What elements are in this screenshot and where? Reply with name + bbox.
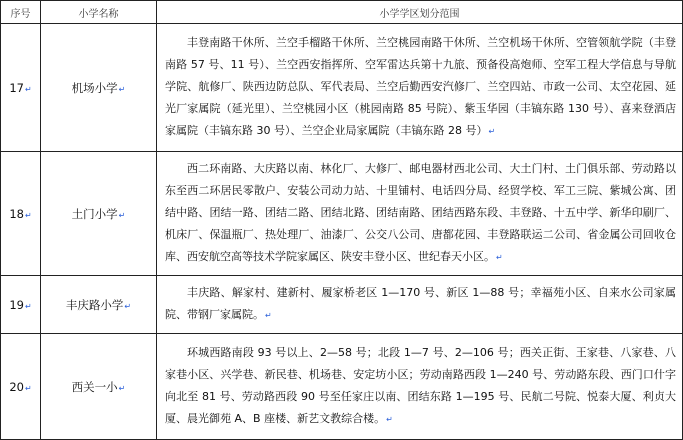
paragraph-mark-icon: ↵: [496, 253, 503, 262]
header-seq: 序号: [1, 1, 41, 24]
paragraph-mark-icon: ↵: [24, 210, 32, 220]
district-range: 环城西路南段 93 号以上、2—58 号；北段 1—7 号、2—106 号；西关正街、王家巷、八家巷、八家巷小区、兴学巷、新民巷、机场巷、安定坊小区；劳动南路西段 1—240 号、劳动路东段、西门口什字向北至 81 号、劳动路西段 90 号至任家庄以南、团结东路 1—195 号、民航二号院、悦泰大厦、利贞大厦、晨光御苑 A、B 座楼、新艺文教综合楼。: [165, 346, 676, 425]
district-range: 西二环南路、大庆路以南、林化厂、大修厂、邮电器材西北公司、大土门村、土门俱乐部、劳动路以东至西二环居民零散户、安装公司动力站、十里铺村、电话四分局、经贸学校、军工三院、紫城公寓、团结中路、团结一路、团结二路、团结北路、团结南路、团结西路东段、丰登路、十五中学、新华印刷厂、机床厂、保温瓶厂、热处理厂、油漆厂、公交八公司、唐都花园、丰登路联运二公司、省金属公司回收仓库、西安航空高等技术学院家属区、陕安丰登小区、世纪春天小区。: [165, 162, 676, 263]
paragraph-mark-icon: ↵: [118, 210, 126, 220]
district-range: 丰登南路干休所、兰空手榴路干休所、兰空桃园南路干休所、兰空机场干休所、空管领航学院（丰登南路 57 号、11 号）、兰空西安指挥所、空军雷达兵第十九旅、预备役高炮师、空军工程大学信息与导航学院、航修厂、陕西边防总队、军代表局、兰空后勤西安汽修厂、兰空四站、市政一公司、太空花园、延光厂家属院（延光里）、兰空桃园小区（桃园南路 85 号院）、紫玉华园（丰镐东路 130 号）、喜来登酒店家属院（丰镐东路 30 号）、兰空企业局家属院（丰镐东路 28 号）: [165, 36, 676, 137]
row-number: 19: [9, 297, 24, 312]
table-row: [1, 152, 683, 276]
table-row: [1, 24, 683, 152]
school-name: 土门小学: [71, 206, 118, 221]
school-name: 机场小学: [71, 80, 118, 95]
school-name: 西关一小: [71, 379, 118, 394]
paragraph-mark-icon: ↵: [24, 301, 32, 311]
header-school-name: 小学名称: [41, 1, 157, 24]
paragraph-mark-icon: ↵: [118, 84, 126, 94]
row-number: 17: [9, 80, 24, 95]
paragraph-mark-icon: ↵: [265, 311, 272, 320]
paragraph-mark-icon: ↵: [124, 301, 132, 311]
paragraph-mark-icon: ↵: [386, 415, 393, 424]
paragraph-mark-icon: ↵: [488, 127, 496, 136]
header-district-range: 小学学区划分范围: [157, 1, 683, 24]
school-name: 丰庆路小学: [65, 297, 124, 312]
table-header-row: [1, 1, 683, 24]
row-number: 18: [9, 206, 24, 221]
paragraph-mark-icon: ↵: [118, 383, 126, 393]
district-range: 丰庆路、解家村、建新村、履家桥老区 1—170 号、新区 1—88 号；幸福苑小区、自来水公司家属院、带钢厂家属院。: [165, 286, 676, 321]
paragraph-mark-icon: ↵: [24, 84, 32, 94]
table-row: [1, 276, 683, 334]
table-row: [1, 334, 683, 440]
row-number: 20: [9, 379, 24, 394]
paragraph-mark-icon: ↵: [24, 383, 32, 393]
